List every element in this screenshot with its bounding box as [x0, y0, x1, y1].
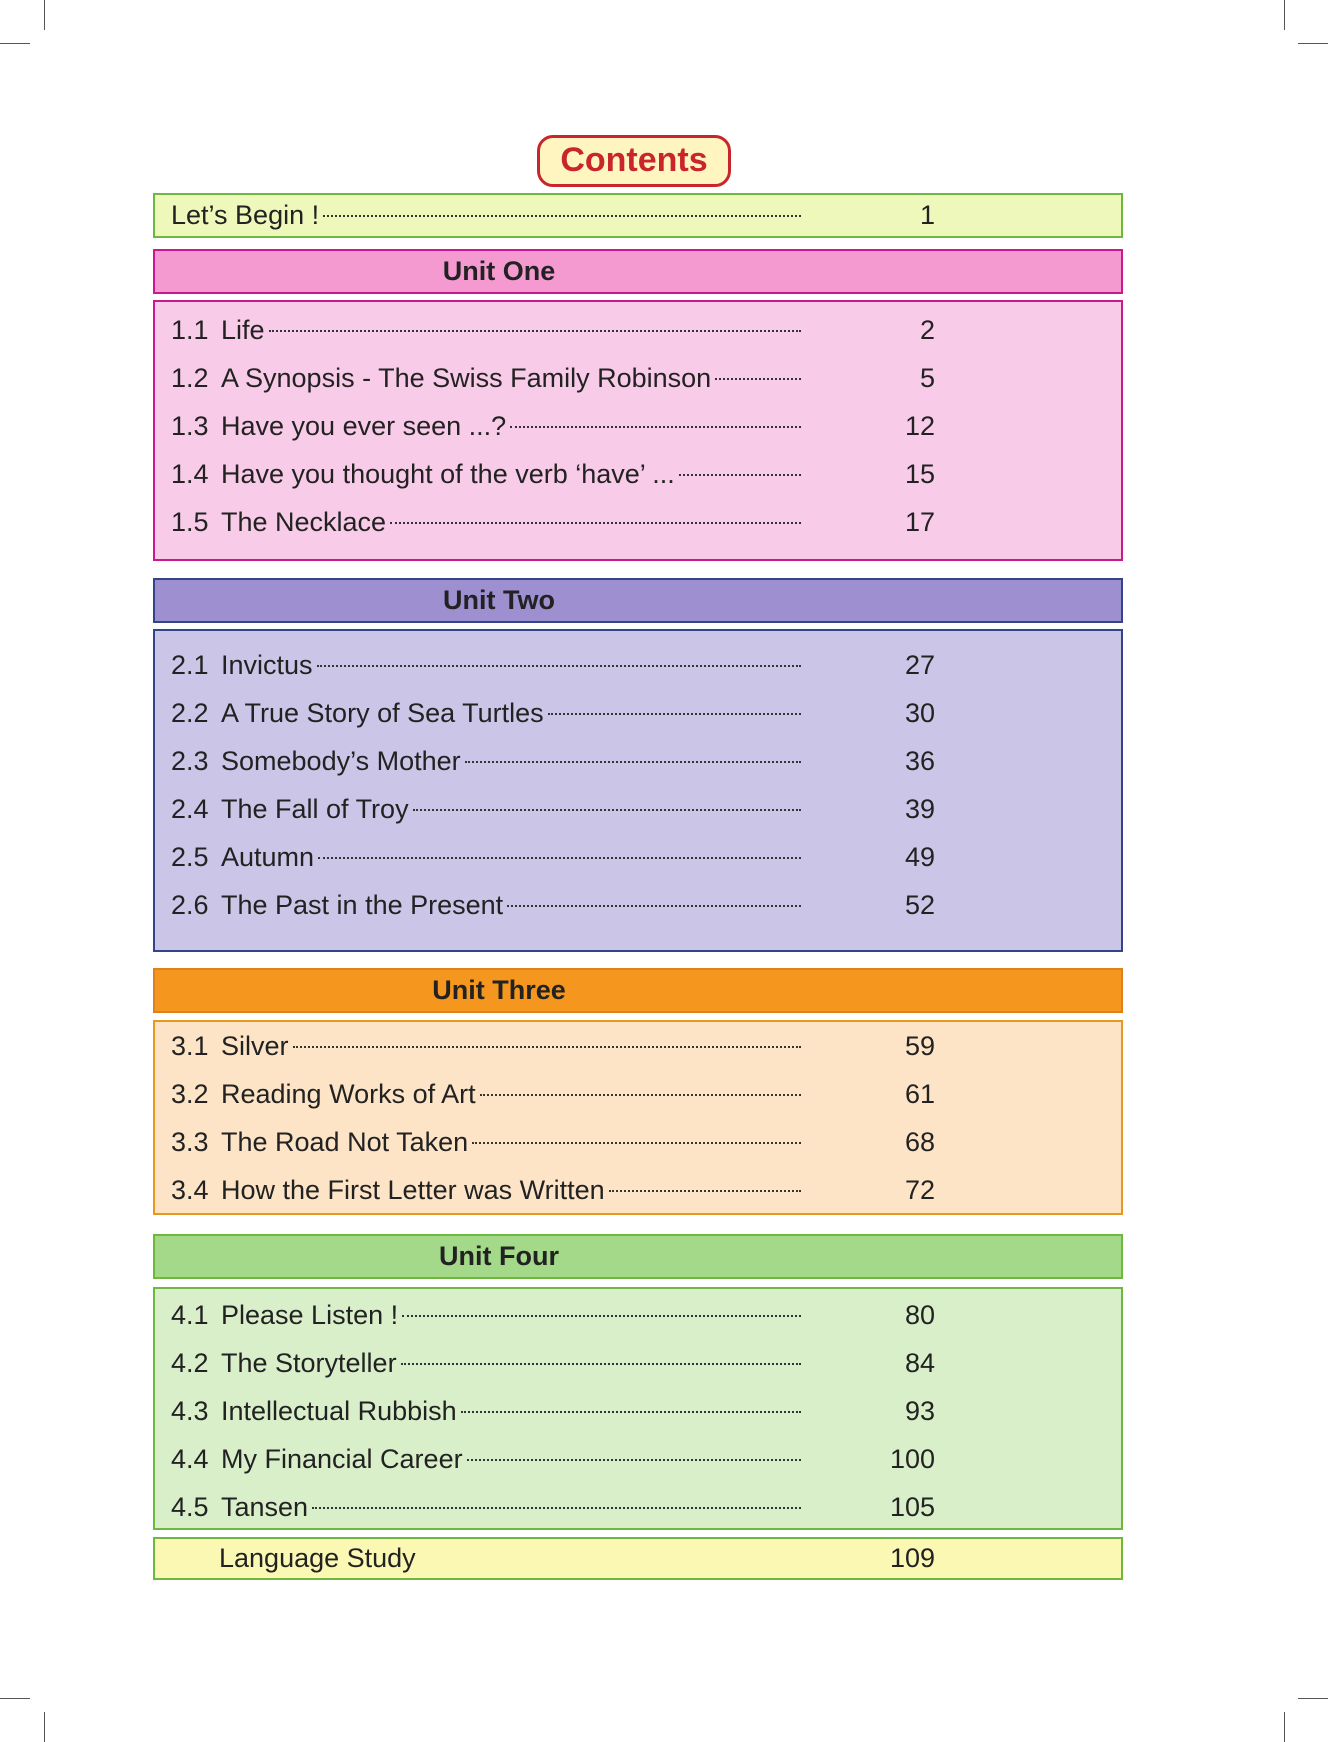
toc-row[interactable]	[155, 195, 1121, 236]
toc-title-text: Language Study	[219, 1543, 416, 1573]
toc-page: 93	[904, 1396, 935, 1426]
toc-number: 3.3	[171, 1127, 209, 1157]
toc-row[interactable]	[155, 450, 1121, 498]
dot-leader	[413, 808, 801, 811]
toc-page: 27	[904, 650, 935, 680]
toc-row[interactable]	[155, 354, 1121, 402]
toc-number: 1.3	[171, 411, 209, 441]
toc-number: 4.1	[171, 1300, 209, 1330]
toc-title-text: Reading Works of Art	[221, 1079, 476, 1109]
toc-page: 17	[904, 507, 935, 537]
toc-title	[221, 402, 801, 450]
toc-title	[221, 833, 801, 881]
toc-page: 84	[904, 1348, 935, 1378]
lets-begin-box	[153, 193, 1123, 238]
toc-title	[221, 641, 801, 689]
toc-title	[221, 1387, 801, 1435]
toc-title-text: How the First Letter was Written	[221, 1175, 605, 1205]
toc-title-text: Let’s Begin !	[171, 200, 320, 230]
dot-leader	[317, 664, 801, 667]
toc-page: 49	[904, 842, 935, 872]
toc-number: 2.2	[171, 698, 209, 728]
toc-number: 3.1	[171, 1031, 209, 1061]
toc-row[interactable]	[155, 1291, 1121, 1339]
toc-title-text: A Synopsis - The Swiss Family Robinson	[221, 363, 712, 393]
toc-title-text: Life	[221, 315, 265, 345]
unit-heading-text: Unit Three	[432, 975, 566, 1005]
toc-title	[221, 1291, 801, 1339]
toc-number: 3.2	[171, 1079, 209, 1109]
crop-mark	[1298, 43, 1328, 44]
toc-title	[221, 689, 801, 737]
unit-section	[153, 1020, 1123, 1215]
toc-row[interactable]	[155, 785, 1121, 833]
toc-title	[221, 450, 801, 498]
toc-number: 4.5	[171, 1492, 209, 1522]
toc-title	[221, 1070, 801, 1118]
toc-page: 36	[904, 746, 935, 776]
toc-title	[221, 737, 801, 785]
toc-number: 4.3	[171, 1396, 209, 1426]
unit-heading	[153, 249, 1123, 294]
crop-mark	[1284, 1712, 1285, 1742]
dot-leader	[312, 1506, 801, 1509]
unit-heading	[153, 968, 1123, 1013]
toc-number: 2.4	[171, 794, 209, 824]
toc-page: 12	[904, 411, 935, 441]
toc-title	[219, 1539, 801, 1578]
unit-heading	[153, 1234, 1123, 1279]
dot-leader	[390, 521, 801, 524]
toc-row[interactable]	[155, 689, 1121, 737]
toc-number: 4.4	[171, 1444, 209, 1474]
title-wrap	[0, 135, 1268, 187]
toc-number: 4.2	[171, 1348, 209, 1378]
unit-section	[153, 1287, 1123, 1530]
dot-leader	[465, 760, 801, 763]
toc-page: 105	[889, 1492, 935, 1522]
toc-page: 68	[904, 1127, 935, 1157]
dot-leader	[293, 1045, 801, 1048]
toc-page: 15	[904, 459, 935, 489]
unit-heading-text: Unit Four	[439, 1241, 559, 1271]
toc-title-text: Invictus	[221, 650, 313, 680]
dot-leader	[318, 856, 801, 859]
toc-number: 1.1	[171, 315, 209, 345]
toc-page: 52	[904, 890, 935, 920]
toc-title	[221, 354, 801, 402]
toc-page: 2	[919, 315, 935, 345]
dot-leader	[715, 377, 801, 380]
toc-number: 2.6	[171, 890, 209, 920]
toc-title-text: Please Listen !	[221, 1300, 399, 1330]
toc-row[interactable]	[155, 1166, 1121, 1214]
unit-heading-text: Unit Two	[443, 585, 555, 615]
toc-page: 5	[919, 363, 935, 393]
crop-mark	[44, 0, 45, 30]
toc-title-text: Silver	[221, 1031, 289, 1061]
toc-title	[221, 1118, 801, 1166]
toc-row[interactable]	[155, 1435, 1121, 1483]
dot-leader	[679, 473, 801, 476]
toc-title	[221, 306, 801, 354]
dot-leader	[401, 1362, 801, 1365]
toc-row[interactable]	[155, 1118, 1121, 1166]
crop-mark	[44, 1712, 45, 1742]
toc-number: 3.4	[171, 1175, 209, 1205]
toc-row[interactable]	[155, 641, 1121, 689]
dot-leader	[467, 1458, 801, 1461]
toc-row[interactable]	[155, 833, 1121, 881]
toc-title	[221, 1166, 801, 1214]
toc-title	[221, 498, 801, 546]
dot-leader	[609, 1189, 801, 1192]
toc-title-text: Have you ever seen ...?	[221, 411, 507, 441]
toc-number: 2.1	[171, 650, 209, 680]
dot-leader	[480, 1093, 801, 1096]
toc-row[interactable]	[155, 1539, 1121, 1578]
toc-row[interactable]	[155, 1339, 1121, 1387]
dot-leader	[402, 1314, 801, 1317]
toc-title-text: The Past in the Present	[221, 890, 504, 920]
dot-leader	[472, 1141, 801, 1144]
toc-title-text: Intellectual Rubbish	[221, 1396, 457, 1426]
toc-number: 1.5	[171, 507, 209, 537]
toc-title-text: The Necklace	[221, 507, 387, 537]
toc-row[interactable]	[155, 1070, 1121, 1118]
toc-page: 72	[904, 1175, 935, 1205]
unit-heading	[153, 578, 1123, 623]
toc-row[interactable]	[155, 498, 1121, 546]
toc-row[interactable]	[155, 737, 1121, 785]
toc-title-text: Have you thought of the verb ‘have’ ...	[221, 459, 675, 489]
toc-row[interactable]	[155, 1022, 1121, 1070]
dot-leader	[507, 904, 801, 907]
toc-title-text: Autumn	[221, 842, 315, 872]
dot-leader	[548, 712, 801, 715]
unit-section	[153, 629, 1123, 952]
toc-page: 100	[889, 1444, 935, 1474]
toc-title-text: Somebody’s Mother	[221, 746, 461, 776]
toc-title	[171, 195, 801, 236]
toc-number: 2.5	[171, 842, 209, 872]
toc-title	[221, 1339, 801, 1387]
crop-mark	[1298, 1698, 1328, 1699]
crop-mark	[0, 43, 30, 44]
page-title: Contents	[537, 135, 730, 187]
unit-section	[153, 300, 1123, 561]
toc-row[interactable]	[155, 402, 1121, 450]
toc-page: 1	[919, 200, 935, 230]
language-study-box	[153, 1537, 1123, 1580]
toc-title	[221, 1435, 801, 1483]
toc-row[interactable]	[155, 1387, 1121, 1435]
toc-number: 1.4	[171, 459, 209, 489]
dot-leader	[510, 425, 801, 428]
crop-mark	[0, 1698, 30, 1699]
dot-leader	[269, 329, 801, 332]
toc-title-text: The Fall of Troy	[221, 794, 409, 824]
toc-number: 1.2	[171, 363, 209, 393]
toc-title-text: Tansen	[221, 1492, 309, 1522]
toc-title	[221, 785, 801, 833]
crop-mark	[1284, 0, 1285, 30]
toc-page: 30	[904, 698, 935, 728]
toc-row[interactable]	[155, 881, 1121, 929]
toc-title	[221, 881, 801, 929]
toc-page: 80	[904, 1300, 935, 1330]
toc-title-text: A True Story of Sea Turtles	[221, 698, 544, 728]
toc-number: 2.3	[171, 746, 209, 776]
unit-heading-text: Unit One	[442, 256, 556, 286]
toc-page: 59	[904, 1031, 935, 1061]
dot-leader	[323, 214, 801, 217]
toc-page: 61	[904, 1079, 935, 1109]
dot-leader	[461, 1410, 801, 1413]
toc-title-text: The Road Not Taken	[221, 1127, 469, 1157]
toc-title-text: The Storyteller	[221, 1348, 397, 1378]
toc-page: 109	[889, 1543, 935, 1573]
toc-page: 39	[904, 794, 935, 824]
toc-row[interactable]	[155, 306, 1121, 354]
toc-row[interactable]	[155, 1483, 1121, 1531]
toc-title	[221, 1483, 801, 1531]
toc-title-text: My Financial Career	[221, 1444, 463, 1474]
toc-title	[221, 1022, 801, 1070]
